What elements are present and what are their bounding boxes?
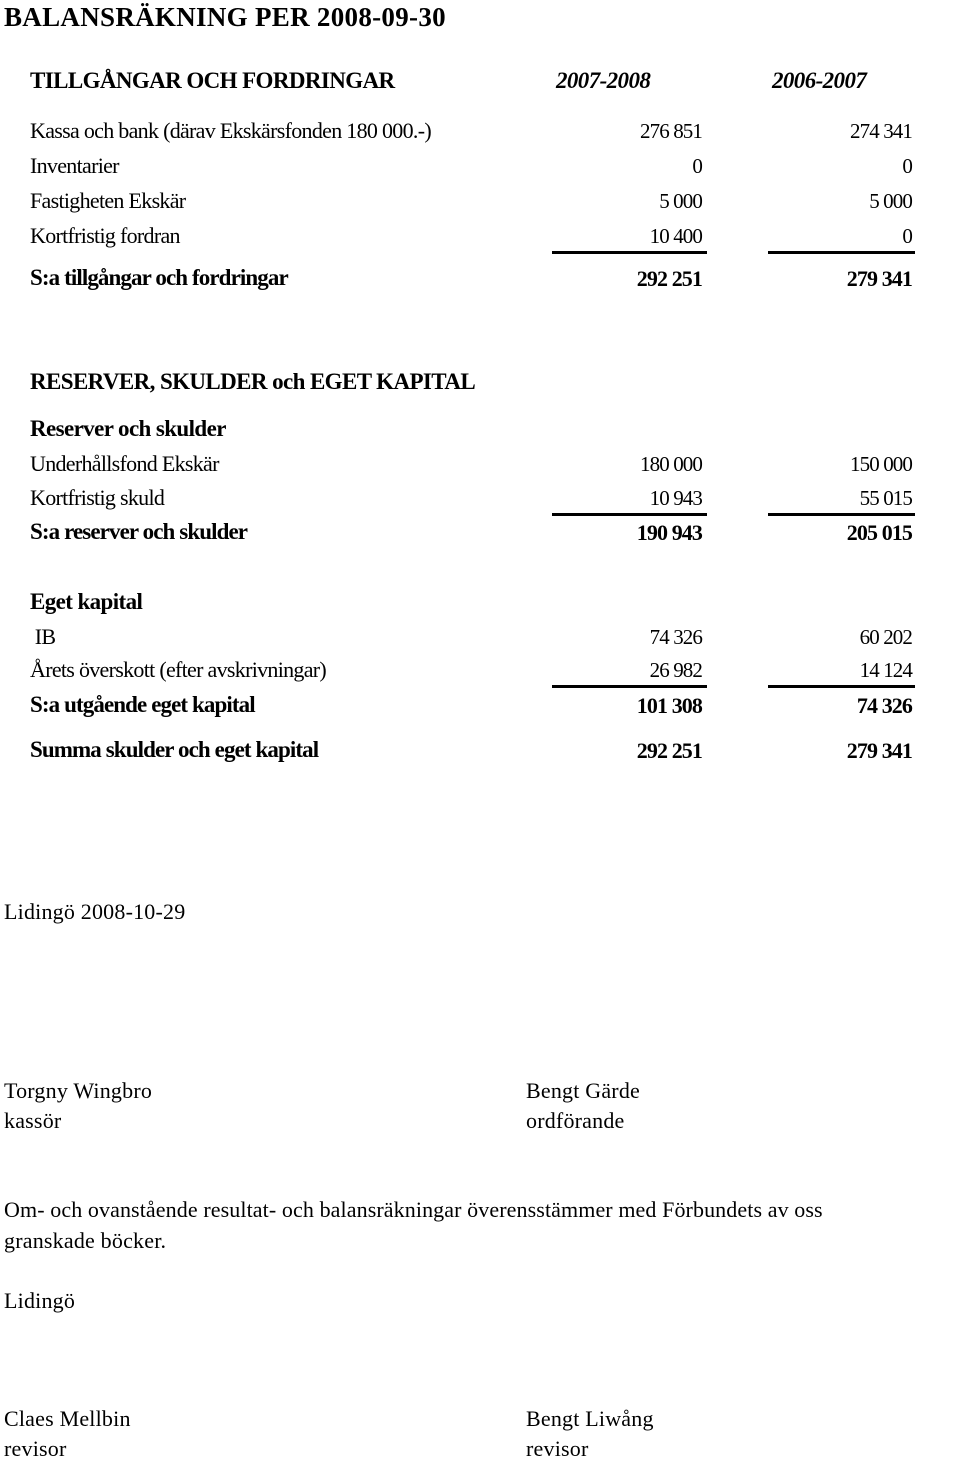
grand-total-value-2: 279 341: [846, 738, 912, 763]
sum-underline: [552, 513, 707, 516]
reserve-row-label: Underhållsfond Ekskär: [30, 451, 219, 476]
reserves-total-value-2: 205 015: [846, 520, 912, 545]
sum-underline: [768, 513, 915, 516]
equity-row-value-2: 60 202: [859, 625, 912, 649]
equity-heading: Eget kapital: [30, 589, 143, 614]
equity-row-value-1: 74 326: [649, 625, 702, 649]
document-title: BALANSRÄKNING PER 2008-09-30: [4, 2, 446, 32]
asset-row-value-2: 274 341: [850, 119, 912, 143]
asset-row-value-2: 0: [902, 154, 912, 178]
equity-row-label: Årets överskott (efter avskrivningar): [30, 657, 327, 682]
sum-underline: [768, 685, 915, 688]
place-date: Lidingö 2008-10-29: [4, 899, 186, 924]
signer-name: Bengt Gärde: [526, 1078, 640, 1103]
auditor-name: Bengt Liwång: [526, 1406, 654, 1431]
asset-row-value-1: 276 851: [640, 119, 702, 143]
signer-role: kassör: [4, 1108, 62, 1133]
equity-total-label: S:a utgående eget kapital: [30, 692, 255, 717]
sum-underline: [552, 685, 707, 688]
reserve-row-value-1: 10 943: [649, 486, 702, 510]
asset-row-value-2: 5 000: [869, 189, 912, 213]
equity-total-value-2: 74 326: [856, 693, 912, 718]
grand-total-value-1: 292 251: [636, 738, 702, 763]
auditor-role: revisor: [4, 1436, 67, 1461]
sum-underline: [768, 251, 915, 254]
asset-row-value-2: 0: [902, 224, 912, 248]
assets-total-label: S:a tillgångar och fordringar: [30, 265, 288, 290]
asset-row-value-1: 10 400: [649, 224, 702, 248]
asset-row-label: Fastigheten Ekskär: [30, 188, 186, 213]
asset-row-label: Kassa och bank (därav Ekskärsfonden 180 000.-): [30, 118, 431, 143]
assets-heading: TILLGÅNGAR OCH FORDRINGAR: [30, 68, 395, 93]
auditor-name: Claes Mellbin: [4, 1406, 131, 1431]
assets-total-value-1: 292 251: [636, 266, 702, 291]
signer-role: ordförande: [526, 1108, 625, 1133]
year-column-1: 2007-2008: [556, 68, 651, 93]
year-column-2: 2006-2007: [772, 68, 867, 93]
place: Lidingö: [4, 1288, 76, 1313]
liabilities-heading: RESERVER, SKULDER och EGET KAPITAL: [30, 369, 476, 394]
reserve-row-value-1: 180 000: [640, 452, 702, 476]
equity-row-label: IB: [30, 624, 56, 649]
asset-row-label: Inventarier: [30, 153, 119, 178]
equity-total-value-1: 101 308: [636, 693, 702, 718]
equity-row-value-2: 14 124: [859, 658, 912, 682]
asset-row-value-1: 5 000: [659, 189, 702, 213]
auditor-role: revisor: [526, 1436, 589, 1461]
grand-total-label: Summa skulder och eget kapital: [30, 737, 319, 762]
equity-row-value-1: 26 982: [649, 658, 702, 682]
sum-underline: [552, 251, 707, 254]
reserves-total-label: S:a reserver och skulder: [30, 519, 248, 544]
assets-total-value-2: 279 341: [846, 266, 912, 291]
reserve-row-value-2: 150 000: [850, 452, 912, 476]
reserve-row-value-2: 55 015: [859, 486, 912, 510]
reserve-row-label: Kortfristig skuld: [30, 485, 165, 510]
audit-statement-line-2: granskade böcker.: [4, 1228, 167, 1253]
reserves-total-value-1: 190 943: [636, 520, 702, 545]
audit-statement-line-1: Om- och ovanstående resultat- och balansräkningar överensstämmer med Förbundets av oss: [4, 1197, 823, 1222]
signer-name: Torgny Wingbro: [4, 1078, 153, 1103]
reserves-heading: Reserver och skulder: [30, 416, 226, 441]
asset-row-label: Kortfristig fordran: [30, 223, 180, 248]
asset-row-value-1: 0: [692, 154, 702, 178]
